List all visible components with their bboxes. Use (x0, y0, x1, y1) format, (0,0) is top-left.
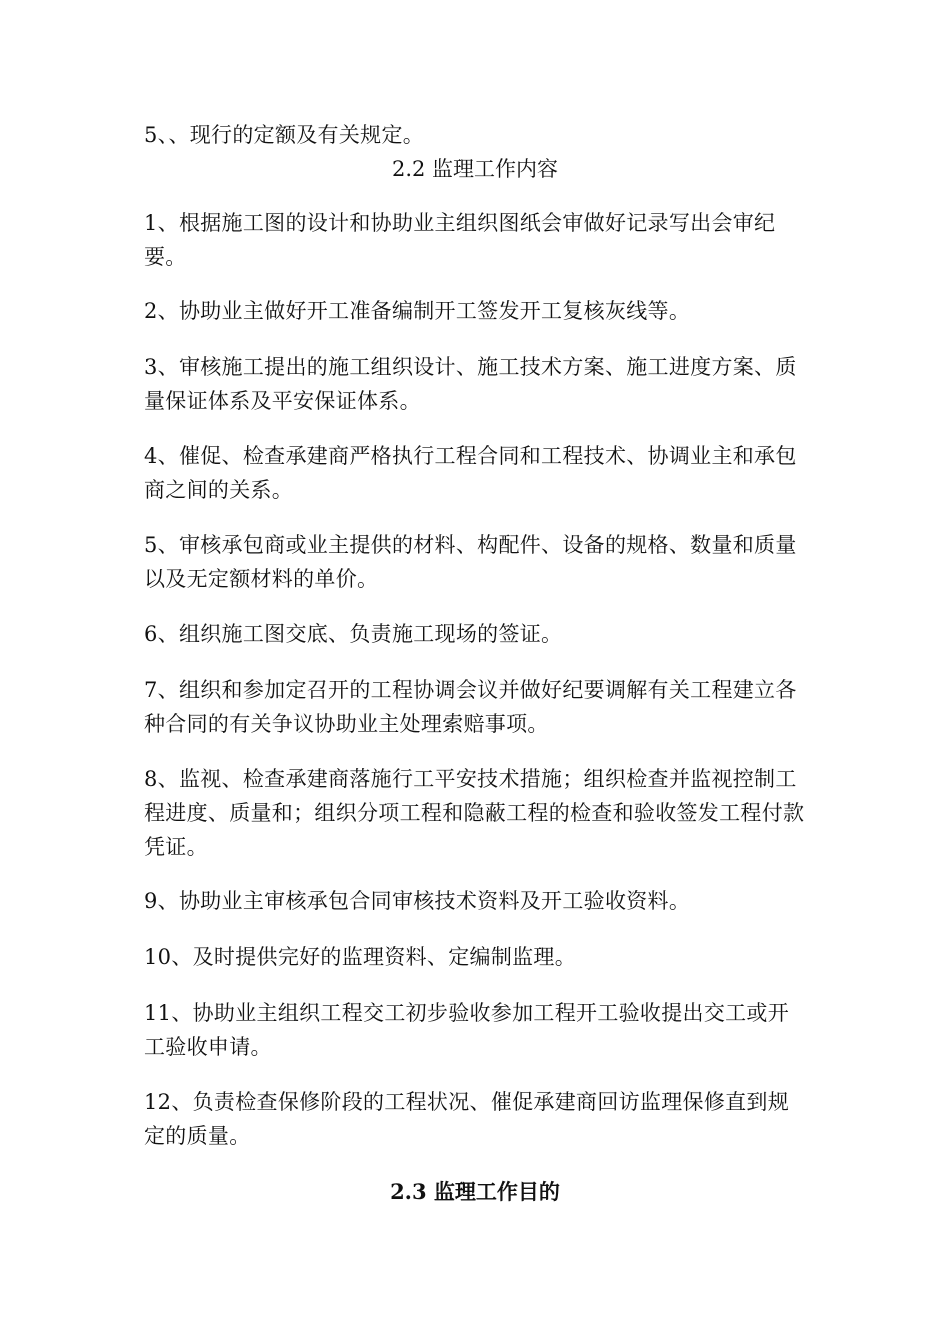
work-item-2: 2、协助业主做好开工准备编制开工签发开工复核灰线等。 (144, 299, 691, 323)
work-item-8: 8、监视、检查承建商落施行工平安技术措施；组织检查并监视控制工程进度、质量和；组织分项工程和隐蔽工程的检查和验收签发工程付款凭证。 (144, 767, 805, 859)
work-item-10: 10、及时提供完好的监理资料、定编制监理。 (144, 945, 577, 969)
section-heading-2-3: 2.3 监理工作目的 (390, 1179, 560, 1204)
work-item-11: 11、协助业主组织工程交工初步验收参加工程开工验收提出交工或开工验收申请。 (144, 1001, 790, 1059)
work-item-5: 5、审核承包商或业主提供的材料、构配件、设备的规格、数量和质量以及无定额材料的单价。 (144, 533, 797, 591)
work-item-12: 12、负责检查保修阶段的工程状况、催促承建商回访监理保修直到规定的质量。 (144, 1090, 790, 1148)
item-5-basis: 5、、现行的定额及有关规定。 (144, 123, 425, 147)
work-item-9: 9、协助业主审核承包合同审核技术资料及开工验收资料。 (144, 889, 691, 913)
work-item-6: 6、组织施工图交底、负责施工现场的签证。 (144, 622, 563, 646)
work-item-4: 4、催促、检查承建商严格执行工程合同和工程技术、协调业主和承包商之间的关系。 (144, 444, 797, 502)
section-heading-2-2: 2.2 监理工作内容 (391, 157, 559, 181)
work-item-1: 1、根据施工图的设计和协助业主组织图纸会审做好记录写出会审纪要。 (144, 211, 776, 269)
work-item-3: 3、审核施工提出的施工组织设计、施工技术方案、施工进度方案、质量保证体系及平安保证体系。 (144, 355, 797, 413)
work-item-7: 7、组织和参加定召开的工程协调会议并做好纪要调解有关工程建立各种合同的有关争议协助业主处理索赔事项。 (144, 678, 797, 736)
